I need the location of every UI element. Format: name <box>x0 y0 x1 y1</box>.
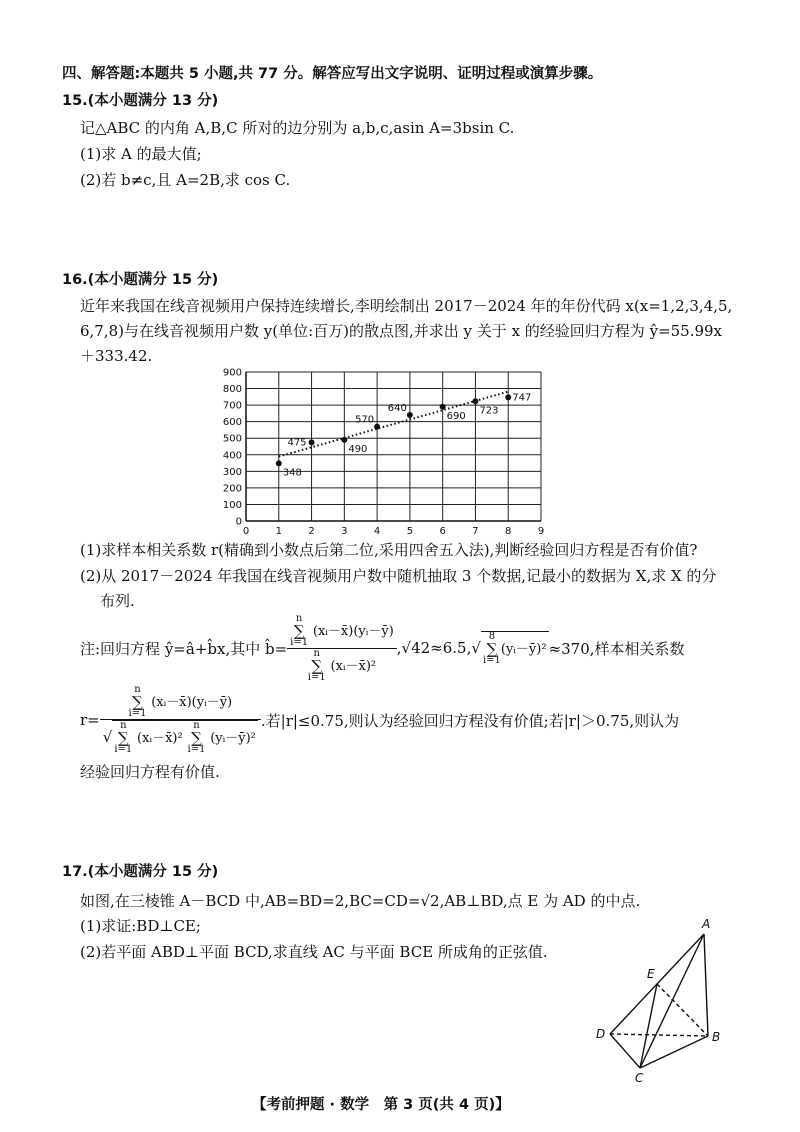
point-value-label: 723 <box>479 405 499 417</box>
edge-AB <box>704 934 708 1036</box>
note-prefix: 注:回归方程 ŷ=â+b̂x,其中 b̂= <box>80 639 288 658</box>
y-tick-label: 100 <box>222 499 242 511</box>
b-hat-numerator: (xᵢ－x̄)(yᵢ－ȳ) <box>312 623 394 639</box>
point-value-label: 570 <box>355 414 375 426</box>
data-point <box>341 437 347 443</box>
q16-part2-line1: (2)从 2017－2024 年我国在线音视频用户数中随机抽取 3 个数据,记最小的数据为 X,求 X 的分 <box>80 567 717 585</box>
sum-bottom: i=1 <box>128 708 147 719</box>
y-tick-label: 200 <box>222 483 242 495</box>
sum-bottom: i=1 <box>114 744 133 755</box>
q16-part2-line2: 布列. <box>100 592 135 610</box>
q15-part1: (1)求 A 的最大值; <box>80 145 202 163</box>
sum-bottom: i=1 <box>187 744 206 755</box>
q16-r-formula <box>80 684 680 755</box>
y-tick-label: 400 <box>222 450 242 462</box>
edge-AC <box>640 934 704 1068</box>
q17-stem: 如图,在三棱锥 A－BCD 中,AB=BD=2,BC=CD=√2,AB⊥BD,点 E 为 AD 的中点. <box>80 892 641 910</box>
x-tick-label: 4 <box>373 526 381 537</box>
q16-stem-line1: 近年来我国在线音视频用户保持连续增长,李明绘制出 2017－2024 年的年份代码 x(x=1,2,3,4,5, <box>80 297 733 315</box>
x-tick-label: 0 <box>242 526 250 537</box>
b-hat-fraction: n ∑ i=1 (xᵢ－x̄)(yᵢ－ȳ) n ∑ i=1 (xᵢ－x̄)² <box>287 614 397 683</box>
point-value-label: 690 <box>446 410 466 422</box>
data-point <box>276 460 282 466</box>
y-tick-label: 800 <box>222 384 242 396</box>
point-value-label: 348 <box>282 467 302 479</box>
sum-top: n <box>193 720 200 731</box>
q16-header: 16.(本小题满分 15 分) <box>62 272 219 288</box>
data-point <box>309 439 315 445</box>
edge-EC <box>640 984 657 1068</box>
data-point <box>374 424 380 430</box>
r-prefix: r= <box>80 711 100 729</box>
section-heading: 四、解答题:本题共 5 小题,共 77 分。解答应写出文字说明、证明过程或演算步骤。 <box>62 66 603 82</box>
y-tick-label: 700 <box>222 400 242 412</box>
x-tick-label: 5 <box>406 526 414 537</box>
q16-r-last: 经验回归方程有价值. <box>80 763 220 781</box>
sqrt-sum-y-content: (yᵢ－ȳ)² <box>500 641 547 657</box>
x-tick-label: 7 <box>472 526 479 537</box>
scatter-chart <box>212 364 552 540</box>
x-tick-label: 6 <box>439 526 446 537</box>
y-tick-label: 600 <box>222 417 242 429</box>
y-tick-label: 500 <box>222 433 242 445</box>
q17-header: 17.(本小题满分 15 分) <box>62 864 219 880</box>
q16-stem-line3: ＋333.42. <box>80 347 153 365</box>
q15-part2: (2)若 b≠c,且 A=2B,求 cos C. <box>80 171 291 189</box>
r-denominator-y: (yᵢ－ȳ)² <box>210 731 256 746</box>
y-tick-label: 0 <box>235 516 242 528</box>
point-value-label: 747 <box>512 392 532 404</box>
q15-header: 15.(本小题满分 13 分) <box>62 93 219 109</box>
r-denominator-x: (xᵢ－x̄)² <box>137 731 183 746</box>
sum-bottom: i=1 <box>290 636 309 648</box>
sum-bottom: i=1 <box>307 671 326 683</box>
label-A: A <box>702 917 711 931</box>
q16-part1: (1)求样本相关系数 r(精确到小数点后第二位,采用四舍五入法),判断经验回归方程是否有价值? <box>80 541 698 559</box>
x-tick-label: 2 <box>308 526 315 537</box>
r-numerator: (xᵢ－x̄)(yᵢ－ȳ) <box>151 695 233 710</box>
edge-CB <box>640 1036 708 1068</box>
sqrt-sum-y: √8 ∑ i=1(yᵢ－ȳ)² <box>471 630 547 666</box>
edge-DB-hidden <box>610 1034 708 1036</box>
data-point <box>505 394 511 400</box>
sum-bottom: i=1 <box>482 654 501 666</box>
label-C: C <box>635 1071 644 1085</box>
sum-top: 8 <box>488 630 496 642</box>
q17-part1: (1)求证:BD⊥CE; <box>80 917 201 935</box>
tetrahedron-figure <box>592 916 732 1086</box>
point-value-label: 490 <box>348 443 368 455</box>
data-point <box>440 404 446 410</box>
chart-ticks <box>223 368 544 538</box>
r-fraction: n ∑ i=1 (xᵢ－x̄)(yᵢ－ȳ) √n ∑ i=1 (xᵢ－x̄)² n ∑ i=1 (yᵢ－ȳ)² <box>100 685 261 755</box>
x-tick-label: 3 <box>341 526 348 537</box>
q16-note <box>80 612 685 683</box>
x-tick-label: 8 <box>505 526 512 537</box>
label-B: B <box>712 1030 721 1044</box>
y-tick-label: 900 <box>222 367 242 379</box>
x-tick-label: 1 <box>275 526 282 537</box>
label-E: E <box>647 967 655 981</box>
point-value-label: 640 <box>387 403 407 415</box>
sum-top: n <box>295 612 303 624</box>
edge-EB-hidden <box>657 984 708 1036</box>
b-hat-denominator: (xᵢ－x̄)² <box>330 658 377 674</box>
edge-DC <box>610 1034 640 1068</box>
sum-top: n <box>120 720 127 731</box>
x-tick-label: 9 <box>537 526 545 537</box>
q15-stem: 记△ABC 的内角 A,B,C 所对的边分别为 a,b,c,asin A=3bsin C. <box>80 119 515 137</box>
data-point <box>472 398 478 404</box>
q16-stem-line2: 6,7,8)与在线音视频用户数 y(单位:百万)的散点图,并求出 y 关于 x 的经验回归方程为 ŷ=55.99x <box>80 322 723 340</box>
label-D: D <box>596 1027 606 1041</box>
note-middle: ,√42≈6.5, <box>396 639 472 657</box>
r-tail: .若|r|≤0.75,则认为经验回归方程没有价值;若|r|＞0.75,则认为 <box>260 711 680 730</box>
sum-top: n <box>313 647 320 659</box>
q17-part2: (2)若平面 ABD⊥平面 BCD,求直线 AC 与平面 BCE 所成角的正弦值. <box>80 943 548 961</box>
sum-top: n <box>134 684 141 695</box>
y-tick-label: 300 <box>222 466 242 478</box>
page-footer: 【考前押题 · 数学 第 3 页(共 4 页)】 <box>252 1097 510 1113</box>
note-tail: ≈370,样本相关系数 <box>548 639 685 658</box>
point-value-label: 475 <box>287 437 307 449</box>
data-point <box>407 412 413 418</box>
